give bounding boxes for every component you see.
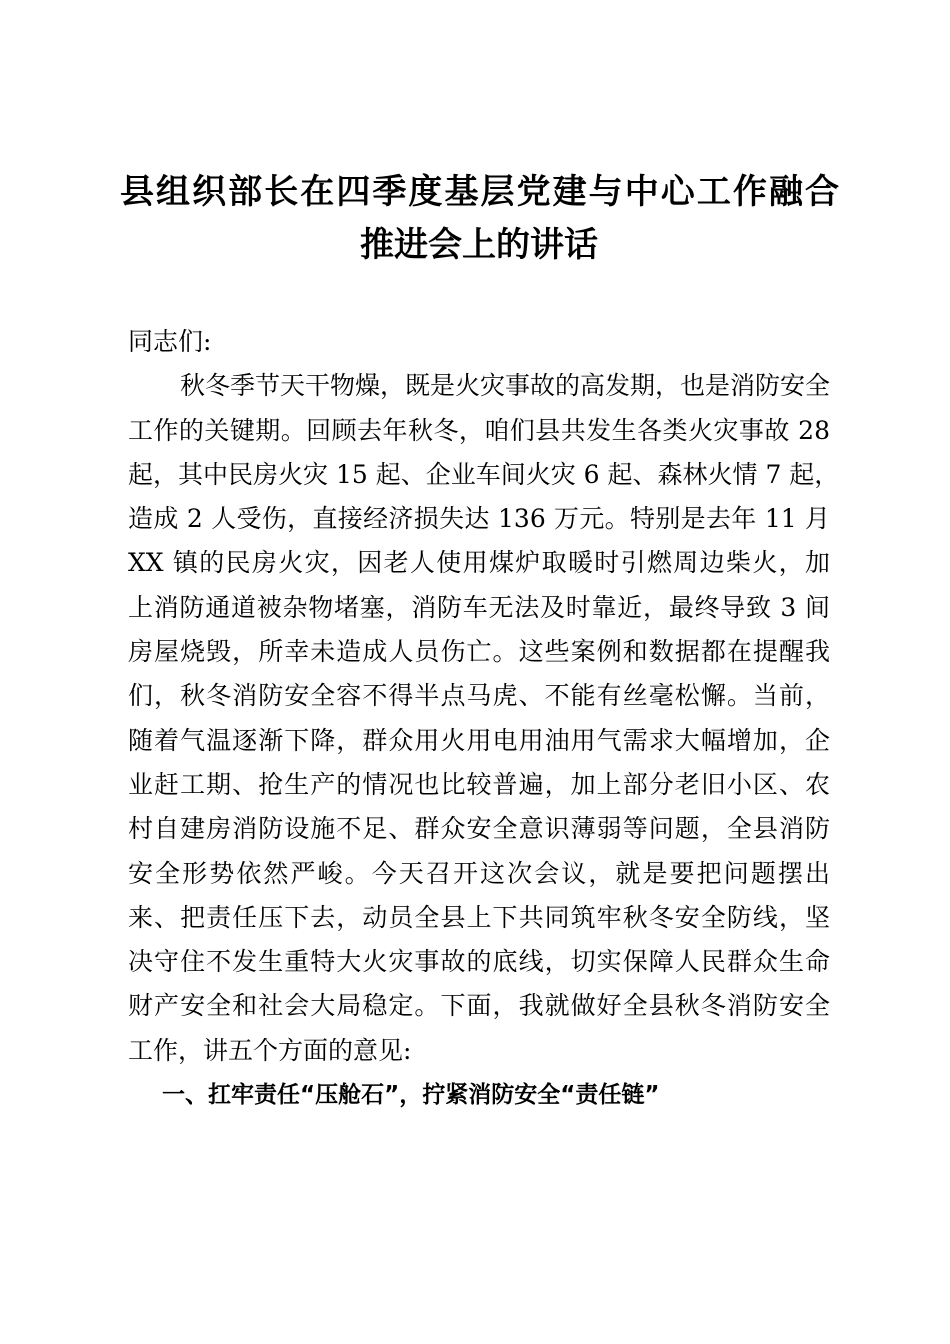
paragraph-line: 财产安全和社会大局稳定。下面，我就做好全县秋冬消防安全 — [128, 991, 830, 1021]
paragraph-line: 造成 2 人受伤，直接经济损失达 136 万元。特别是去年 11 月 — [128, 504, 830, 534]
paragraph-intro — [128, 364, 840, 1073]
document-title-line-2: 推进会上的讲话 — [360, 225, 598, 265]
paragraph-line: 房屋烧毁，所幸未造成人员伤亡。这些案例和数据都在提醒我 — [128, 637, 830, 667]
section-heading-1: 一、扛牢责任“压舱石”，拧紧消防安全“责任链” — [162, 1082, 660, 1109]
paragraph-line: 村自建房消防设施不足、群众安全意识薄弱等问题，全县消防 — [128, 814, 830, 844]
paragraph-line: 工作，讲五个方面的意见: — [128, 1035, 412, 1065]
paragraph-line: 来、把责任压下去，动员全县上下共同筑牢秋冬安全防线，坚 — [128, 902, 830, 932]
document-title-line-1: 县组织部长在四季度基层党建与中心工作融合 — [120, 172, 838, 212]
document-body — [128, 320, 840, 1117]
paragraph-line: 工作的关键期。回顾去年秋冬，咱们县共发生各类火灾事故 28 — [128, 415, 830, 445]
paragraph-line: 起，其中民房火灾 15 起、企业车间火灾 6 起、森林火情 7 起， — [128, 459, 840, 489]
salutation: 同志们: — [128, 327, 212, 356]
paragraph-line: 上消防通道被杂物堵塞，消防车无法及时靠近，最终导致 3 间 — [128, 592, 830, 622]
paragraph-line: XX 镇的民房火灾，因老人使用煤炉取暖时引燃周边柴火，加 — [128, 548, 830, 578]
paragraph-line: 业赶工期、抢生产的情况也比较普遍，加上部分老旧小区、农 — [128, 769, 830, 799]
paragraph-line: 安全形势依然严峻。今天召开这次会议，就是要把问题摆出 — [128, 858, 830, 888]
paragraph-line: 们，秋冬消防安全容不得半点马虎、不能有丝毫松懈。当前， — [128, 681, 830, 711]
paragraph-line: 随着气温逐渐下降，群众用火用电用油用气需求大幅增加，企 — [128, 725, 830, 755]
paragraph-line: 秋冬季节天干物燥，既是火灾事故的高发期，也是消防安全 — [180, 371, 831, 401]
paragraph-line: 决守住不发生重特大火灾事故的底线，切实保障人民群众生命 — [128, 947, 830, 977]
